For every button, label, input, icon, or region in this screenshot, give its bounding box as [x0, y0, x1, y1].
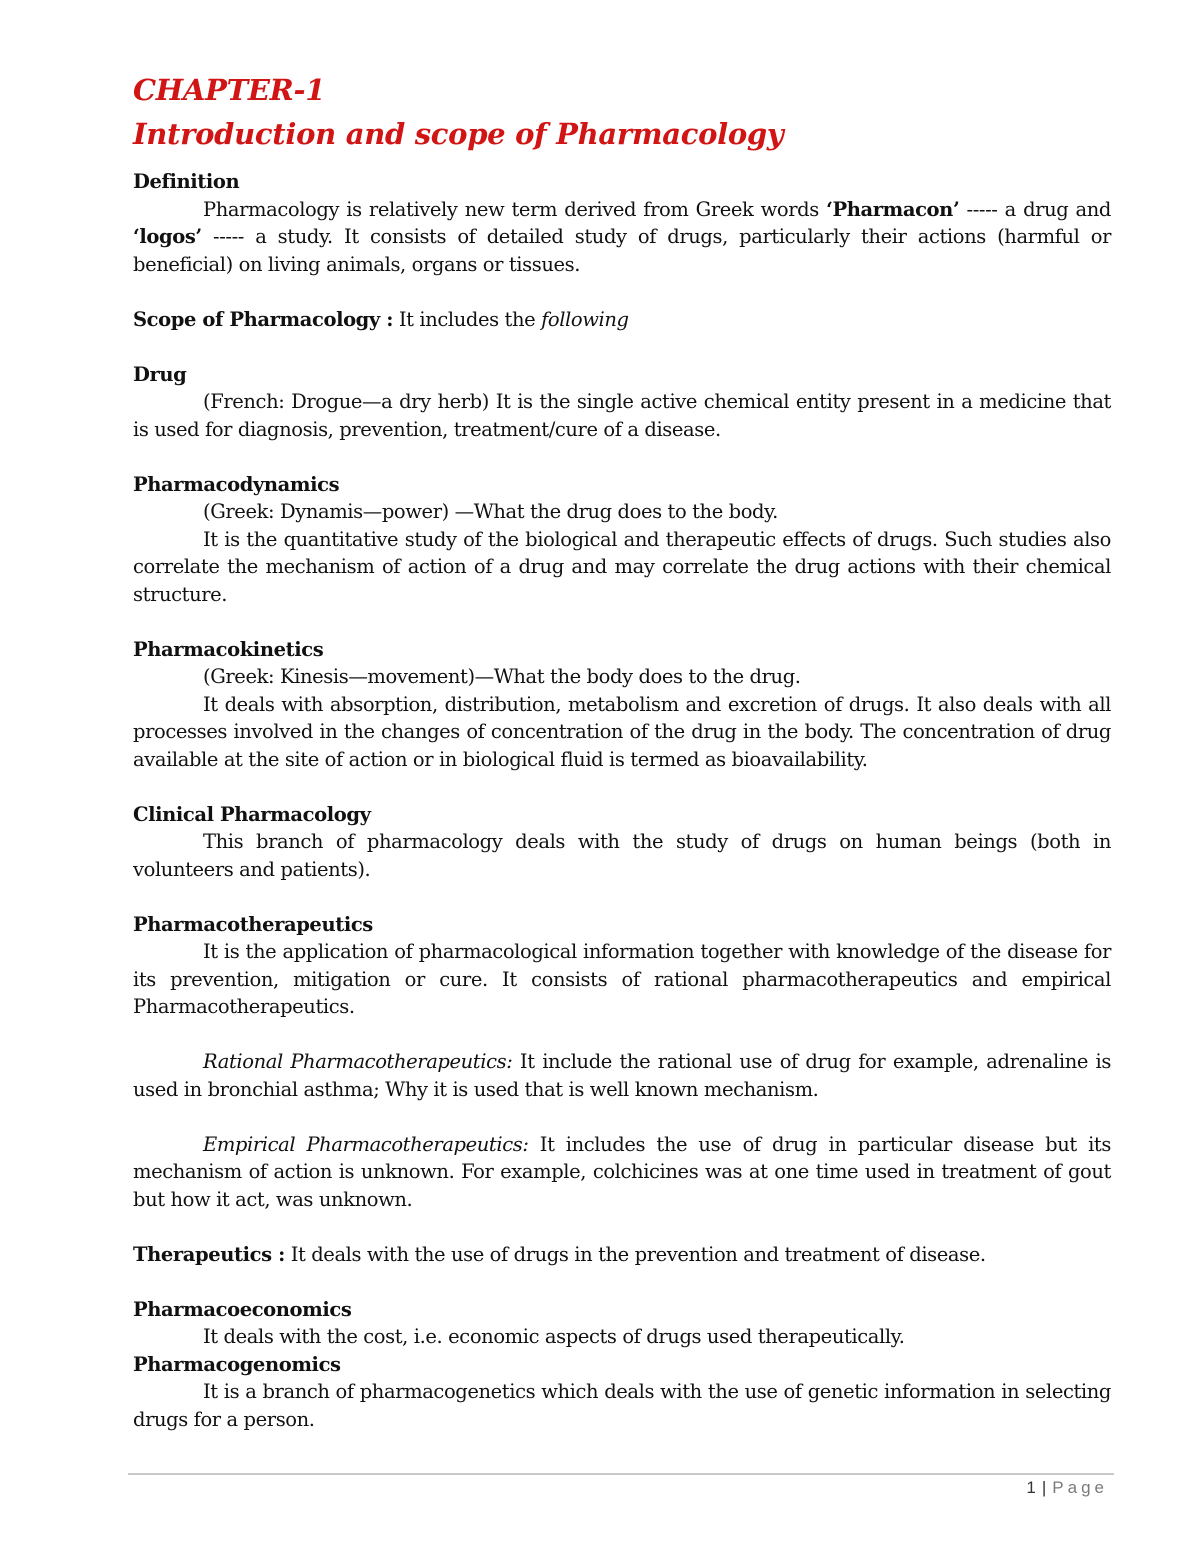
page-footer — [1026, 1478, 1108, 1498]
document-body — [133, 168, 1111, 1433]
empirical-pharmacotherapeutics — [133, 1131, 1111, 1214]
heading-definition: Definition — [133, 170, 240, 193]
term-pharmacon: ‘Pharmacon’ — [826, 197, 960, 221]
pharmacodynamics-line2: It is the quantitative study of the biological and therapeutic effects of drugs. Such studies also correlate the mechanism of action of a drug and may correlate the drug actions with their chemical structure. — [133, 527, 1111, 606]
definition-text — [133, 196, 1111, 279]
scope-text: It includes the — [393, 307, 542, 331]
clinical-text: This branch of pharmacology deals with the study of drugs on human beings (both in volunteers and patients). — [133, 830, 1111, 881]
heading-pharmacogenomics: Pharmacogenomics — [133, 1352, 341, 1376]
scope-label: Scope of Pharmacology : — [133, 307, 394, 331]
rational-pharmacotherapeutics — [133, 1048, 1111, 1103]
scope-italic: following — [541, 307, 629, 331]
pharmacokinetics-line2: It deals with absorption, distribution, metabolism and excretion of drugs. It also deals with all processes involved in the changes of concentration of the drug in the body. The concentration of drug available at the site of action or in biological fluid is termed as bioavailability. — [133, 692, 1111, 771]
pharmacokinetics-line1: (Greek: Kinesis—movement)—What the body does to the drug. — [203, 665, 801, 688]
document-page — [133, 68, 1111, 1433]
footer-divider — [128, 1473, 1114, 1475]
heading-pharmacokinetics: Pharmacokinetics — [133, 637, 324, 661]
heading-drug: Drug — [133, 362, 187, 386]
therapeutics-label: Therapeutics : — [133, 1242, 285, 1266]
pharmacogenomics-text: It is a branch of pharmacogenetics which deals with the use of genetic information in selecting drugs for a person. — [133, 1380, 1111, 1431]
page-word: Page — [1052, 1478, 1108, 1497]
section-scope — [133, 306, 1111, 334]
section-definition — [133, 168, 1111, 278]
definition-text-part: Pharmacology is relatively new term derived from Greek words — [203, 197, 827, 221]
empirical-label: Empirical Pharmacotherapeutics: — [203, 1132, 529, 1156]
section-pharmacodynamics — [133, 471, 1111, 609]
heading-clinical-pharmacology: Clinical Pharmacology — [133, 802, 371, 826]
chapter-label: CHAPTER-1 — [133, 73, 326, 107]
heading-pharmacoeconomics: Pharmacoeconomics — [133, 1297, 352, 1321]
chapter-title: Introduction and scope of Pharmacology — [133, 117, 784, 151]
heading-pharmacodynamics: Pharmacodynamics — [133, 472, 340, 496]
section-pharmacotherapeutics — [133, 911, 1111, 1214]
section-therapeutics — [133, 1241, 1111, 1269]
drug-text: (French: Drogue—a dry herb) It is the single active chemical entity present in a medicine that is used for diagnosis, prevention, treatment/cure of a disease. — [133, 390, 1111, 441]
pharmacotherapeutics-text: It is the application of pharmacological information together with knowledge of the disease for its prevention, mitigation or cure. It consists of rational pharmacotherapeutics and empirical Pharmacotherapeutics. — [133, 940, 1111, 1018]
definition-text-part: ----- a study. It consists of detailed study of drugs, particularly their actions (harmful or beneficial) on living animals, organs or tissues. — [133, 225, 1111, 276]
page-number: 1 — [1026, 1478, 1036, 1497]
section-drug — [133, 361, 1111, 444]
section-clinical-pharmacology — [133, 801, 1111, 884]
empirical-text: It includes the use of drug in particular disease but its mechanism of action is unknown. For example, colchicines was at one time used in treatment of gout but how it act, was unknown. — [133, 1132, 1111, 1211]
pharmacoeconomics-text: It deals with the cost, i.e. economic aspects of drugs used therapeutically. — [203, 1325, 905, 1348]
pharmacodynamics-line1: (Greek: Dynamis—power) —What the drug does to the body. — [203, 500, 778, 523]
rational-text: It include the rational use of drug for example, adrenaline is used in bronchial asthma; Why it is used that is well known mechanism. — [133, 1050, 1111, 1101]
section-pharmacokinetics — [133, 636, 1111, 774]
footer-separator: | — [1041, 1478, 1047, 1497]
rational-label: Rational Pharmacotherapeutics: — [203, 1050, 513, 1073]
therapeutics-line — [133, 1241, 1111, 1269]
term-logos: ‘logos’ — [133, 225, 202, 248]
heading-pharmacotherapeutics: Pharmacotherapeutics — [133, 912, 373, 936]
section-pharmacogenomics — [133, 1351, 1111, 1434]
therapeutics-text: It deals with the use of drugs in the prevention and treatment of disease. — [284, 1242, 986, 1266]
section-pharmacoeconomics — [133, 1296, 1111, 1351]
definition-text-part: ----- a drug and — [959, 197, 1111, 221]
scope-line — [133, 306, 1111, 334]
